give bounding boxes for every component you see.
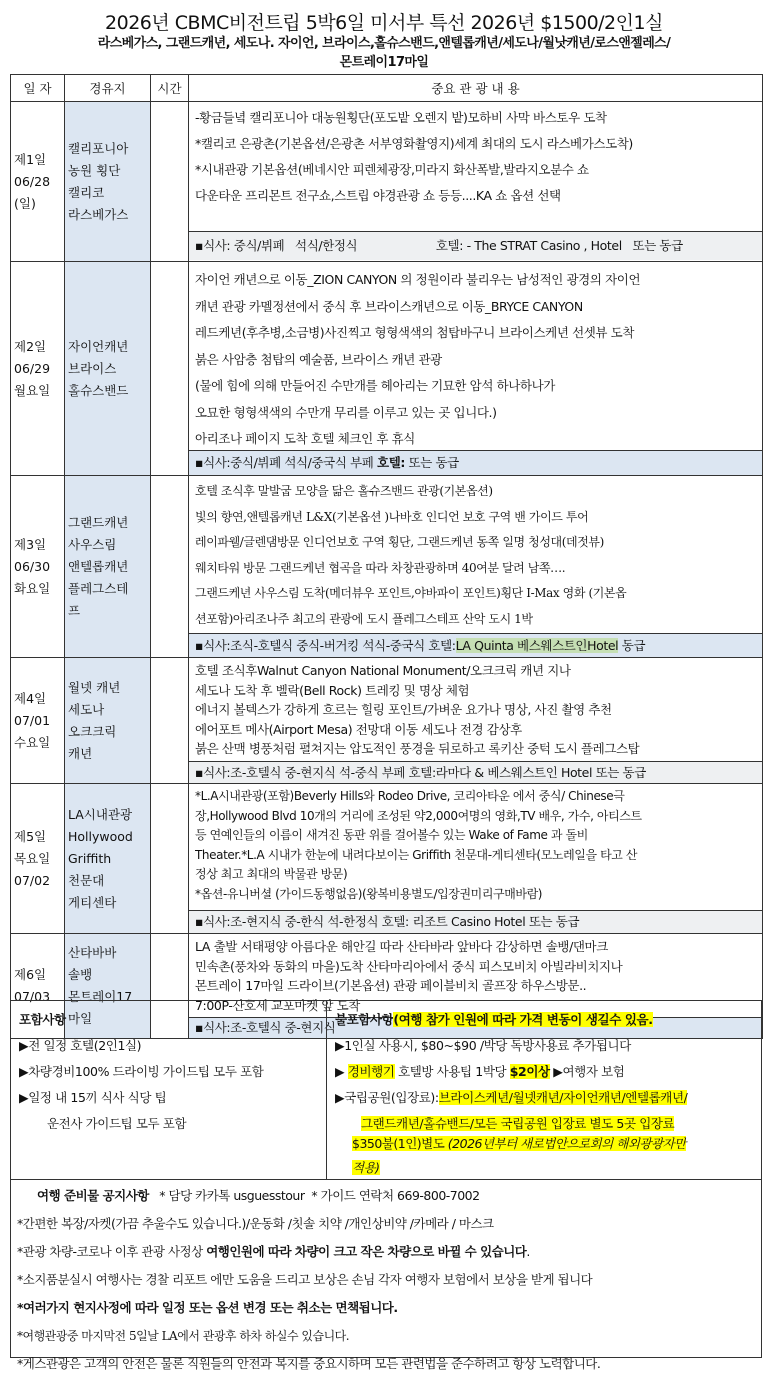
meal-hotel-line: [189, 450, 762, 475]
included-item: ▶전 일정 호텔(2인1실): [19, 1038, 142, 1053]
time-cell: [151, 784, 189, 934]
day-text: 목요일: [14, 850, 51, 866]
description-line: 정상 최고 최대의 박물관 방문): [195, 867, 348, 881]
place-text: 캘리코: [68, 184, 105, 200]
included-column: [11, 1001, 327, 1179]
description-line: 장,Hollywood Blvd 10개의 거리에 조성된 약2,000여명의 영화,TV 배우, 가수, 아티스트: [195, 808, 642, 823]
meal-text: 또는 동급: [404, 455, 459, 470]
seaplane-text: 경비행기: [347, 1064, 395, 1079]
content-cell: [189, 784, 763, 934]
description-line: 몬트레이 17마일 드라이브(기본옵션) 관광 페이블비치 골프장 하우스방문..: [195, 978, 587, 993]
hotel-label: 호텔:: [377, 455, 405, 470]
place-text: 세도나: [68, 701, 105, 717]
prep-line: [17, 1238, 755, 1266]
tip-amount: $2이상: [509, 1064, 550, 1079]
day-text: (일): [14, 195, 36, 211]
place-text: 게티센타: [68, 894, 117, 910]
itinerary-table: [10, 74, 763, 1039]
excluded-item: [335, 1085, 753, 1111]
contact-info: * 담당 카카톡 usguesstour * 가이드 연락처 669-800-7002: [148, 1188, 480, 1203]
place-cell: [65, 262, 151, 476]
day-text: 06/29: [14, 360, 51, 376]
day-text: 06/28: [14, 173, 51, 189]
fee-amount: $350불(1인)별도: [352, 1136, 448, 1151]
day-text: 제2일: [14, 338, 47, 354]
meal-hotel-line: ▪식사:조-현지식 중-한식 석-한정식 호텔: 리조트 Casino Hotel 또는 동급: [189, 910, 762, 933]
place-text: 플레그스테: [68, 580, 129, 596]
description-line: 캐년 관광 카멜정션에서 중식 후 브라이스캐년으로 이동_BRYCE CANYON: [195, 298, 583, 314]
content-cell: [189, 658, 763, 784]
hotel-name: LA Quinta 베스웨스트인Hotel: [455, 638, 619, 653]
description-line: 호텔 조식후 말발굽 모양을 닮은 홀슈즈밴드 관광(기본옵션): [195, 484, 493, 498]
place-text: 그랜드캐년: [68, 514, 129, 530]
day-text: 제5일: [14, 828, 47, 844]
place-text: LA시내관광: [68, 806, 133, 822]
description-line: Theater.*L.A 시내가 한눈에 내려다보이는 Griffith 천문대-게티센타(모노레일을 타고 산: [195, 847, 638, 862]
day-text: 제3일: [14, 536, 47, 552]
description-line: *L.A시내관광(포함)Beverly Hills와 Rodeo Drive, 코리아타운 에서 중식/ Chinese극: [195, 789, 625, 803]
day-text: 화요일: [14, 580, 51, 596]
description-line: 붉은 산맥 병풍처럼 펼쳐지는 압도적인 풍경을 뒤로하고 록키산 중턱 도시 플레그스탑: [195, 741, 640, 756]
description-line: 레이파웰/글렌댐방문 인디언보호 구역 횡단, 그랜드케년 동쪽 일명 청성대(데젓뷰): [195, 535, 604, 549]
day-cell: [11, 476, 65, 658]
day-cell: [11, 784, 65, 934]
excluded-heading-row: [335, 1007, 753, 1033]
description-line: *옵션-유니버셜 (가이드동행없음)(왕복비용별도/입장권미리구매바람): [195, 886, 543, 901]
place-text: Griffith: [68, 850, 112, 866]
place-text: 산타바바: [68, 945, 117, 960]
place-text: 천문대: [68, 872, 105, 888]
header-day: 일 자: [11, 75, 65, 102]
description-line: 빛의 향연,앤텔롭캐년 L&X(기본옵션 )나바호 인디언 보호 구역 밴 가이드 투어: [195, 509, 589, 524]
meal-text: ▪식사:조식-호텔식 중식-버거킹 석식-중국식 호텔:: [195, 638, 456, 653]
page-title: 2026년 CBMC비전트립 5박6일 미서부 특선 2026년 $1500/2인1실: [105, 12, 663, 34]
day-text: 07/01: [14, 712, 51, 728]
prep-line: *소지품분실시 여행사는 경찰 리포트 에만 도움을 드리고 보상은 손님 각자 여행자 보험에서 보상을 받게 됩니다: [17, 1272, 593, 1287]
included-heading: 포함사항: [19, 1012, 66, 1027]
description-line: 다운타운 프리몬트 전구쇼,스트립 야경관광 쇼 등등....KA 쇼 옵션 선택: [195, 188, 561, 203]
time-cell: [151, 476, 189, 658]
description-line: 아리조나 페이지 도착 호텔 체크인 후 휴식: [195, 431, 415, 446]
header-place: 경유지: [65, 75, 151, 102]
prep-text: .: [526, 1244, 530, 1259]
prep-line: *여러가지 현지사정에 따라 일정 또는 옵션 변경 또는 취소는 면책됩니다.: [17, 1300, 398, 1315]
table-row: [11, 658, 763, 784]
description-line: -황금들녘 캘리포니아 대농원횡단(포도밭 오렌지 밭)모하비 사막 바스토우 도착: [195, 110, 607, 125]
header-content: 중요 관 광 내 용: [189, 75, 763, 102]
day-text: 06/30: [14, 558, 51, 574]
description-line: 등 연예인들의 이름이 새겨진 동판 위를 걸어볼수 있는 Wake of Fame 과 돌비: [195, 828, 588, 842]
meal-hotel-line: ▪식사: 중식/뷔폐 석식/한정식 호텔: - The STRAT Casino , Hotel 또는 동급: [189, 231, 762, 260]
description-line: *캘리코 은광촌(기본옵션/은광촌 서부영화촬영지)세계 최대의 도시 라스베가스도착): [195, 136, 633, 151]
day-text: 07/03: [14, 989, 51, 1004]
description-line: 세도나 도착 후 벨락(Bell Rock) 트레킹 및 명상 체험: [195, 682, 470, 698]
table-row: [11, 102, 763, 262]
place-text: 홀슈스밴드: [68, 382, 129, 398]
preparation-notice: [10, 1180, 762, 1371]
description-line: 에어포트 메사(Airport Mesa) 전망대 이동 세도나 전경 감상후: [195, 721, 522, 737]
item-text: ▶국립공원(입장료):: [335, 1090, 439, 1105]
description-line: 자이언 캐년으로 이동_ZION CANYON 의 정원이라 불리우는 남성적인 광경의 자이언: [195, 272, 641, 287]
content-cell: [189, 262, 763, 476]
prep-line: *게스관광은 고객의 안전은 물론 직원들의 안전과 복지를 중요시하며 모든 관련법을 준수하려고 항상 노력합니다.: [17, 1356, 601, 1371]
prep-line: *간편한 복장/자켓(가끔 추울수도 있습니다.)/운동화 /칫솔 치약 /개인상비약 /카메라 / 마스크: [17, 1216, 494, 1231]
table-header-row: [11, 75, 763, 102]
excluded-item-cont: [352, 1132, 762, 1156]
place-text: 캐년: [68, 745, 93, 761]
day-cell: [11, 262, 65, 476]
place-text: 라스베가스: [68, 206, 129, 222]
description-line: LA 출발 서태평양 아름다운 해안길 따라 산타바라 앞바다 감상하면 솔뱅/댄마크: [195, 939, 608, 954]
day-text: 07/02: [14, 872, 51, 888]
day-text: 제6일: [14, 967, 47, 982]
description-line: 션포함)아리조나주 최고의 관광에 도시 플레그스테프 산악 도시 1박: [195, 611, 533, 626]
place-text: 사우스림: [68, 536, 117, 552]
law-note: (2026년부터 새로법안으로회의 해외광광자만: [447, 1136, 686, 1151]
place-text: 프: [68, 602, 81, 618]
price-change-note: (여행 참가 인원에 따라 가격 변동이 생길수 있음.: [393, 1012, 653, 1027]
table-row: [11, 784, 763, 934]
day-text: 월요일: [14, 382, 51, 398]
prep-heading-row: [17, 1182, 755, 1210]
park-list: 브라이스케년/월넷캐년/자이언캐년/엔텔롭캐년/: [438, 1090, 688, 1105]
place-text: 앤텔롭캐년: [68, 558, 129, 574]
included-item: ▶차량경비100% 드라이빙 가이드팁 모두 포함: [19, 1064, 264, 1079]
description-line: 레드케년(후추병,소금병)사진찍고 형형색색의 첨탑바구니 브라이스케년 선셋뷰 도착: [195, 325, 635, 340]
day-text: 제4일: [14, 690, 47, 706]
place-text: 몬트레이17: [68, 989, 133, 1004]
item-text: ▶여행자 보험: [549, 1064, 625, 1079]
description-line: 오묘한 형형색색의 수만개 무리를 이루고 있는 곳 입니다.): [195, 404, 497, 420]
excluded-heading: 불포함사항: [335, 1012, 394, 1027]
place-text: 농원 횡단: [68, 162, 121, 178]
included-item: ▶일정 내 15끼 식사 식당 팁: [19, 1090, 167, 1105]
meal-hotel-line: [189, 633, 762, 657]
description-line: 민속촌(풍차와 동화의 마을)도착 산타마리아에서 중식 피스모비치 아빌라비치지나: [195, 958, 623, 974]
place-cell: [65, 476, 151, 658]
table-row: [11, 476, 763, 658]
excluded-item: [335, 1059, 753, 1085]
place-cell: [65, 102, 151, 262]
place-text: 월넷 캐년: [68, 679, 121, 695]
meal-text: ▪식사:중식/뷔폐 석식/중국식 부페: [195, 455, 378, 470]
place-text: 오크크릭: [68, 723, 117, 739]
excluded-overflow: [352, 1132, 762, 1180]
time-cell: [151, 262, 189, 476]
place-text: 브라이스: [68, 360, 117, 376]
day-text: 수요일: [14, 734, 51, 750]
description-line: 호텔 조식후Walnut Canyon National Monument/오크크릭 캐년 지나: [195, 663, 571, 678]
prep-text: *관광 차량-코로나 이후 관광 사정상: [17, 1244, 207, 1259]
excluded-item-cont: [352, 1156, 762, 1180]
content-cell: [189, 102, 763, 262]
item-text: 호텔방 사용팁 1박당: [394, 1064, 510, 1079]
place-text: 솔뱅: [68, 967, 93, 982]
time-cell: [151, 658, 189, 784]
law-note: 적용): [352, 1160, 380, 1175]
table-row: [11, 262, 763, 476]
description-line: 붉은 사암층 첨탑의 예술품, 브라이스 캐년 관광: [195, 351, 442, 367]
park-list: 그랜드캐년/홀슈밴드/모든 국립공원 입장료 별도 5곳 입장료: [361, 1116, 675, 1131]
meal-text: 동급: [618, 638, 646, 653]
prep-line: *여행관광중 마지막전 5일날 LA에서 관광후 하차 하실수 있습니다.: [17, 1329, 350, 1343]
header-time: 시간: [151, 75, 189, 102]
description-line: 에너지 볼텍스가 강하게 흐르는 힐링 포인트/가벼운 요가나 명상, 사진 촬영 추천: [195, 702, 612, 717]
meal-hotel-line: ▪식사:조-호텔식 중-현지식: [189, 1017, 762, 1038]
meal-hotel-line: ▪식사:조-호텔식 중-현지식 석-중식 부페 호텔:라마다 & 베스웨스트인 Hotel 또는 동급: [189, 761, 762, 783]
subtitle-line-1: 라스베가스, 그랜드캐년, 세도나. 자이언, 브라이스,홀슈스밴드,앤텔롭캐년/세도나/월낫캐년/로스앤젤레스/: [97, 36, 671, 51]
day-text: 제1일: [14, 151, 47, 167]
place-text: 마일: [68, 1011, 93, 1026]
included-item: 운전사 가이드팁 모두 포함: [47, 1116, 187, 1131]
place-text: 캘리포니아: [68, 140, 129, 156]
description-line: 그랜드케년 사우스림 도착(메더뷰우 포인트,야바파이 포인트)횡단 I-Max 영화 (기본옵: [195, 586, 627, 600]
excluded-item: ▶1인실 사용시, $80~$90 /박당 독방사용료 추가됩니다: [335, 1038, 631, 1053]
day-cell: [11, 102, 65, 262]
day-cell: [11, 658, 65, 784]
description-line: 7:00P-산호세 교포마켓 앞 도착: [195, 997, 360, 1013]
place-cell: [65, 784, 151, 934]
subtitle-line-2: 몬트레이17마일: [339, 55, 429, 70]
place-text: 자이언캐년: [68, 338, 129, 354]
description-line: (물에 힘에 의해 만들어진 수만개를 헤아리는 기묘한 암석 하나하나가: [195, 378, 555, 393]
prep-bold-text: 여행인원에 따라 차량이 크고 작은 차량으로 바뀔 수 있습니다: [206, 1244, 527, 1259]
content-cell: [189, 476, 763, 658]
arrow-text: ▶: [335, 1064, 348, 1079]
description-line: *시내관광 기본옵션(베네시안 피렌체광장,미라지 화산폭발,발라지오분수 쇼: [195, 162, 589, 177]
place-cell: [65, 658, 151, 784]
place-text: Hollywood: [68, 828, 133, 844]
page-subtitle: [10, 34, 758, 72]
time-cell: [151, 102, 189, 262]
prep-heading: 여행 준비물 공지사항: [37, 1188, 149, 1203]
description-line: 웨치타워 방문 그랜드케년 협곡을 따라 차창관광하며 40여분 달려 남쪽….: [195, 560, 566, 575]
